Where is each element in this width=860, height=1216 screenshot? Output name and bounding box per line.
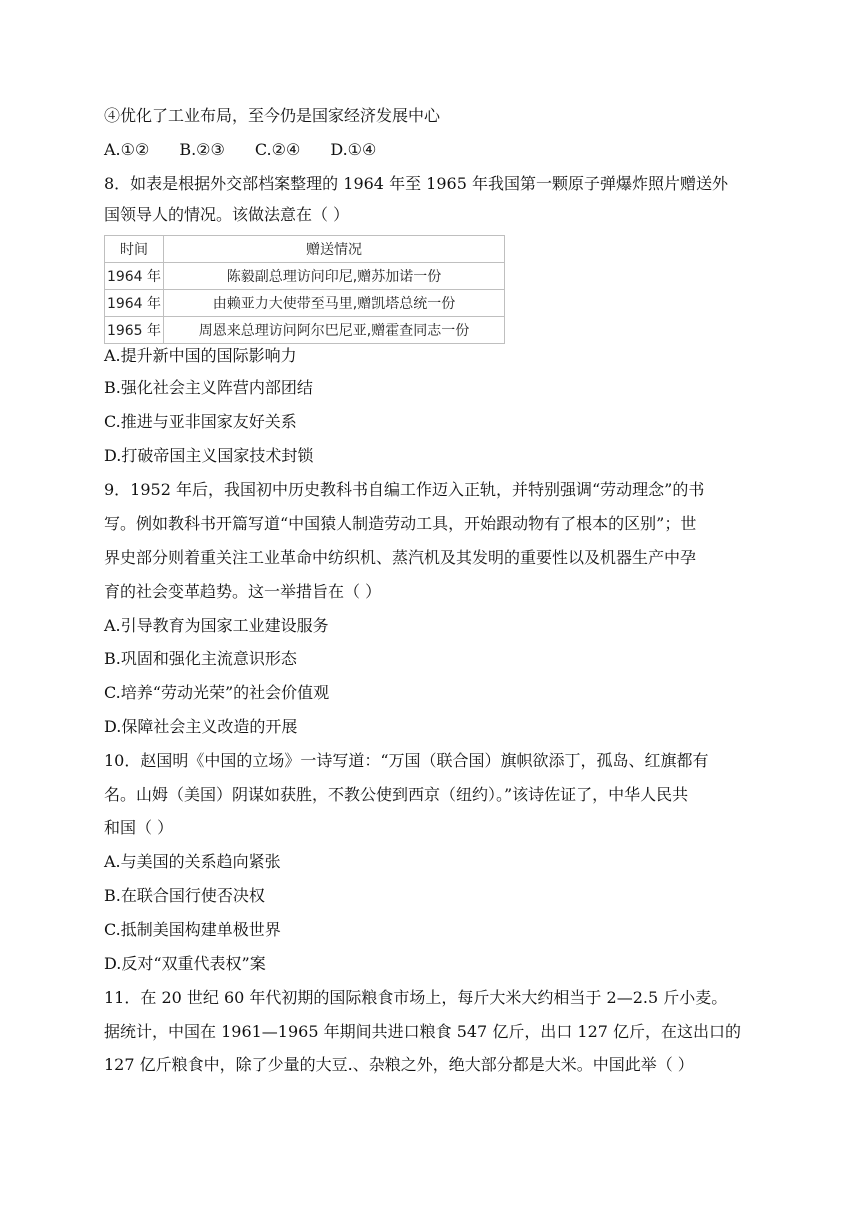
table-header-gift: 赠送情况 bbox=[164, 236, 505, 263]
q10-option-d: D.反对“双重代表权”案 bbox=[104, 954, 266, 973]
q10-option-c: C.抵制美国构建单极世界 bbox=[104, 920, 281, 939]
q8-option-d: D.打破帝国主义国家技术封锁 bbox=[104, 446, 314, 465]
q11-stem-line-1: 11．在 20 世纪 60 年代初期的国际粮食市场上，每斤大米大约相当于 2—2.5 斤小麦。 bbox=[104, 988, 728, 1007]
q9-option-c: C.培养“劳动光荣”的社会价值观 bbox=[104, 683, 330, 702]
q9-option-b: B.巩固和强化主流意识形态 bbox=[104, 649, 297, 668]
q9-stem-line-4: 育的社会变革趋势。这一举措旨在（ ） bbox=[104, 582, 382, 601]
q7-option-b: B.②③ bbox=[179, 140, 225, 159]
q9-option-a: A.引导教育为国家工业建设服务 bbox=[104, 616, 329, 635]
table-header-row bbox=[105, 236, 505, 263]
gift-table bbox=[104, 235, 505, 344]
table-row bbox=[105, 290, 505, 317]
q9-stem-line-1: 9．1952 年后，我国初中历史教科书自编工作迈入正轨，并特别强调“劳动理念”的书 bbox=[104, 480, 705, 499]
q7-option-line-4: ④优化了工业布局，至今仍是国家经济发展中心 bbox=[104, 106, 441, 125]
q7-option-d: D.①④ bbox=[330, 140, 377, 159]
q8-option-b: B.强化社会主义阵营内部团结 bbox=[104, 378, 313, 397]
q7-answer-options bbox=[104, 140, 406, 160]
table-cell-year: 1964 年 bbox=[105, 263, 164, 290]
table-cell-year: 1965 年 bbox=[105, 317, 164, 344]
table-cell-detail: 周恩来总理访问阿尔巴尼亚,赠霍查同志一份 bbox=[164, 317, 505, 344]
q8-option-c: C.推进与亚非国家友好关系 bbox=[104, 412, 297, 431]
q7-option-a: A.①② bbox=[104, 140, 150, 159]
q10-stem-line-1: 10．赵国明《中国的立场》一诗写道：“万国（联合国）旗帜欲添丁，孤岛、红旗都有 bbox=[104, 751, 709, 770]
table-row bbox=[105, 317, 505, 344]
q8-stem-line-2: 国领导人的情况。该做法意在（ ） bbox=[104, 205, 350, 224]
q8-stem-line-1: 8．如表是根据外交部档案整理的 1964 年至 1965 年我国第一颗原子弹爆炸照片赠送外 bbox=[104, 174, 728, 193]
table-cell-detail: 由赖亚力大使带至马里,赠凯塔总统一份 bbox=[164, 290, 505, 317]
table-cell-year: 1964 年 bbox=[105, 290, 164, 317]
q10-option-b: B.在联合国行使否决权 bbox=[104, 886, 265, 905]
table-cell-detail: 陈毅副总理访问印尼,赠苏加诺一份 bbox=[164, 263, 505, 290]
q8-option-a: A.提升新中国的国际影响力 bbox=[104, 346, 297, 365]
table-row bbox=[105, 263, 505, 290]
q11-stem-line-3: 127 亿斤粮食中，除了少量的大豆.、杂粮之外，绝大部分都是大米。中国此举（ ） bbox=[104, 1055, 694, 1074]
q7-option-c: C.②④ bbox=[254, 140, 301, 159]
q9-option-d: D.保障社会主义改造的开展 bbox=[104, 717, 298, 736]
q9-stem-line-2: 写。例如教科书开篇写道“中国猿人制造劳动工具，开始跟动物有了根本的区别”；世 bbox=[104, 514, 697, 533]
q10-option-a: A.与美国的关系趋向紧张 bbox=[104, 852, 281, 871]
table-header-time: 时间 bbox=[105, 236, 164, 263]
q11-stem-line-2: 据统计，中国在 1961—1965 年期间共进口粮食 547 亿斤，出口 127 亿斤，在这出口的 bbox=[104, 1022, 742, 1041]
q10-stem-line-2: 名。山姆（美国）阴谋如获胜，不教公使到西京（纽约）。”该诗佐证了，中华人民共 bbox=[104, 785, 689, 804]
q9-stem-line-3: 界史部分则着重关注工业革命中纺织机、蒸汽机及其发明的重要性以及机器生产中孕 bbox=[104, 548, 697, 567]
q10-stem-line-3: 和国（ ） bbox=[104, 818, 174, 837]
